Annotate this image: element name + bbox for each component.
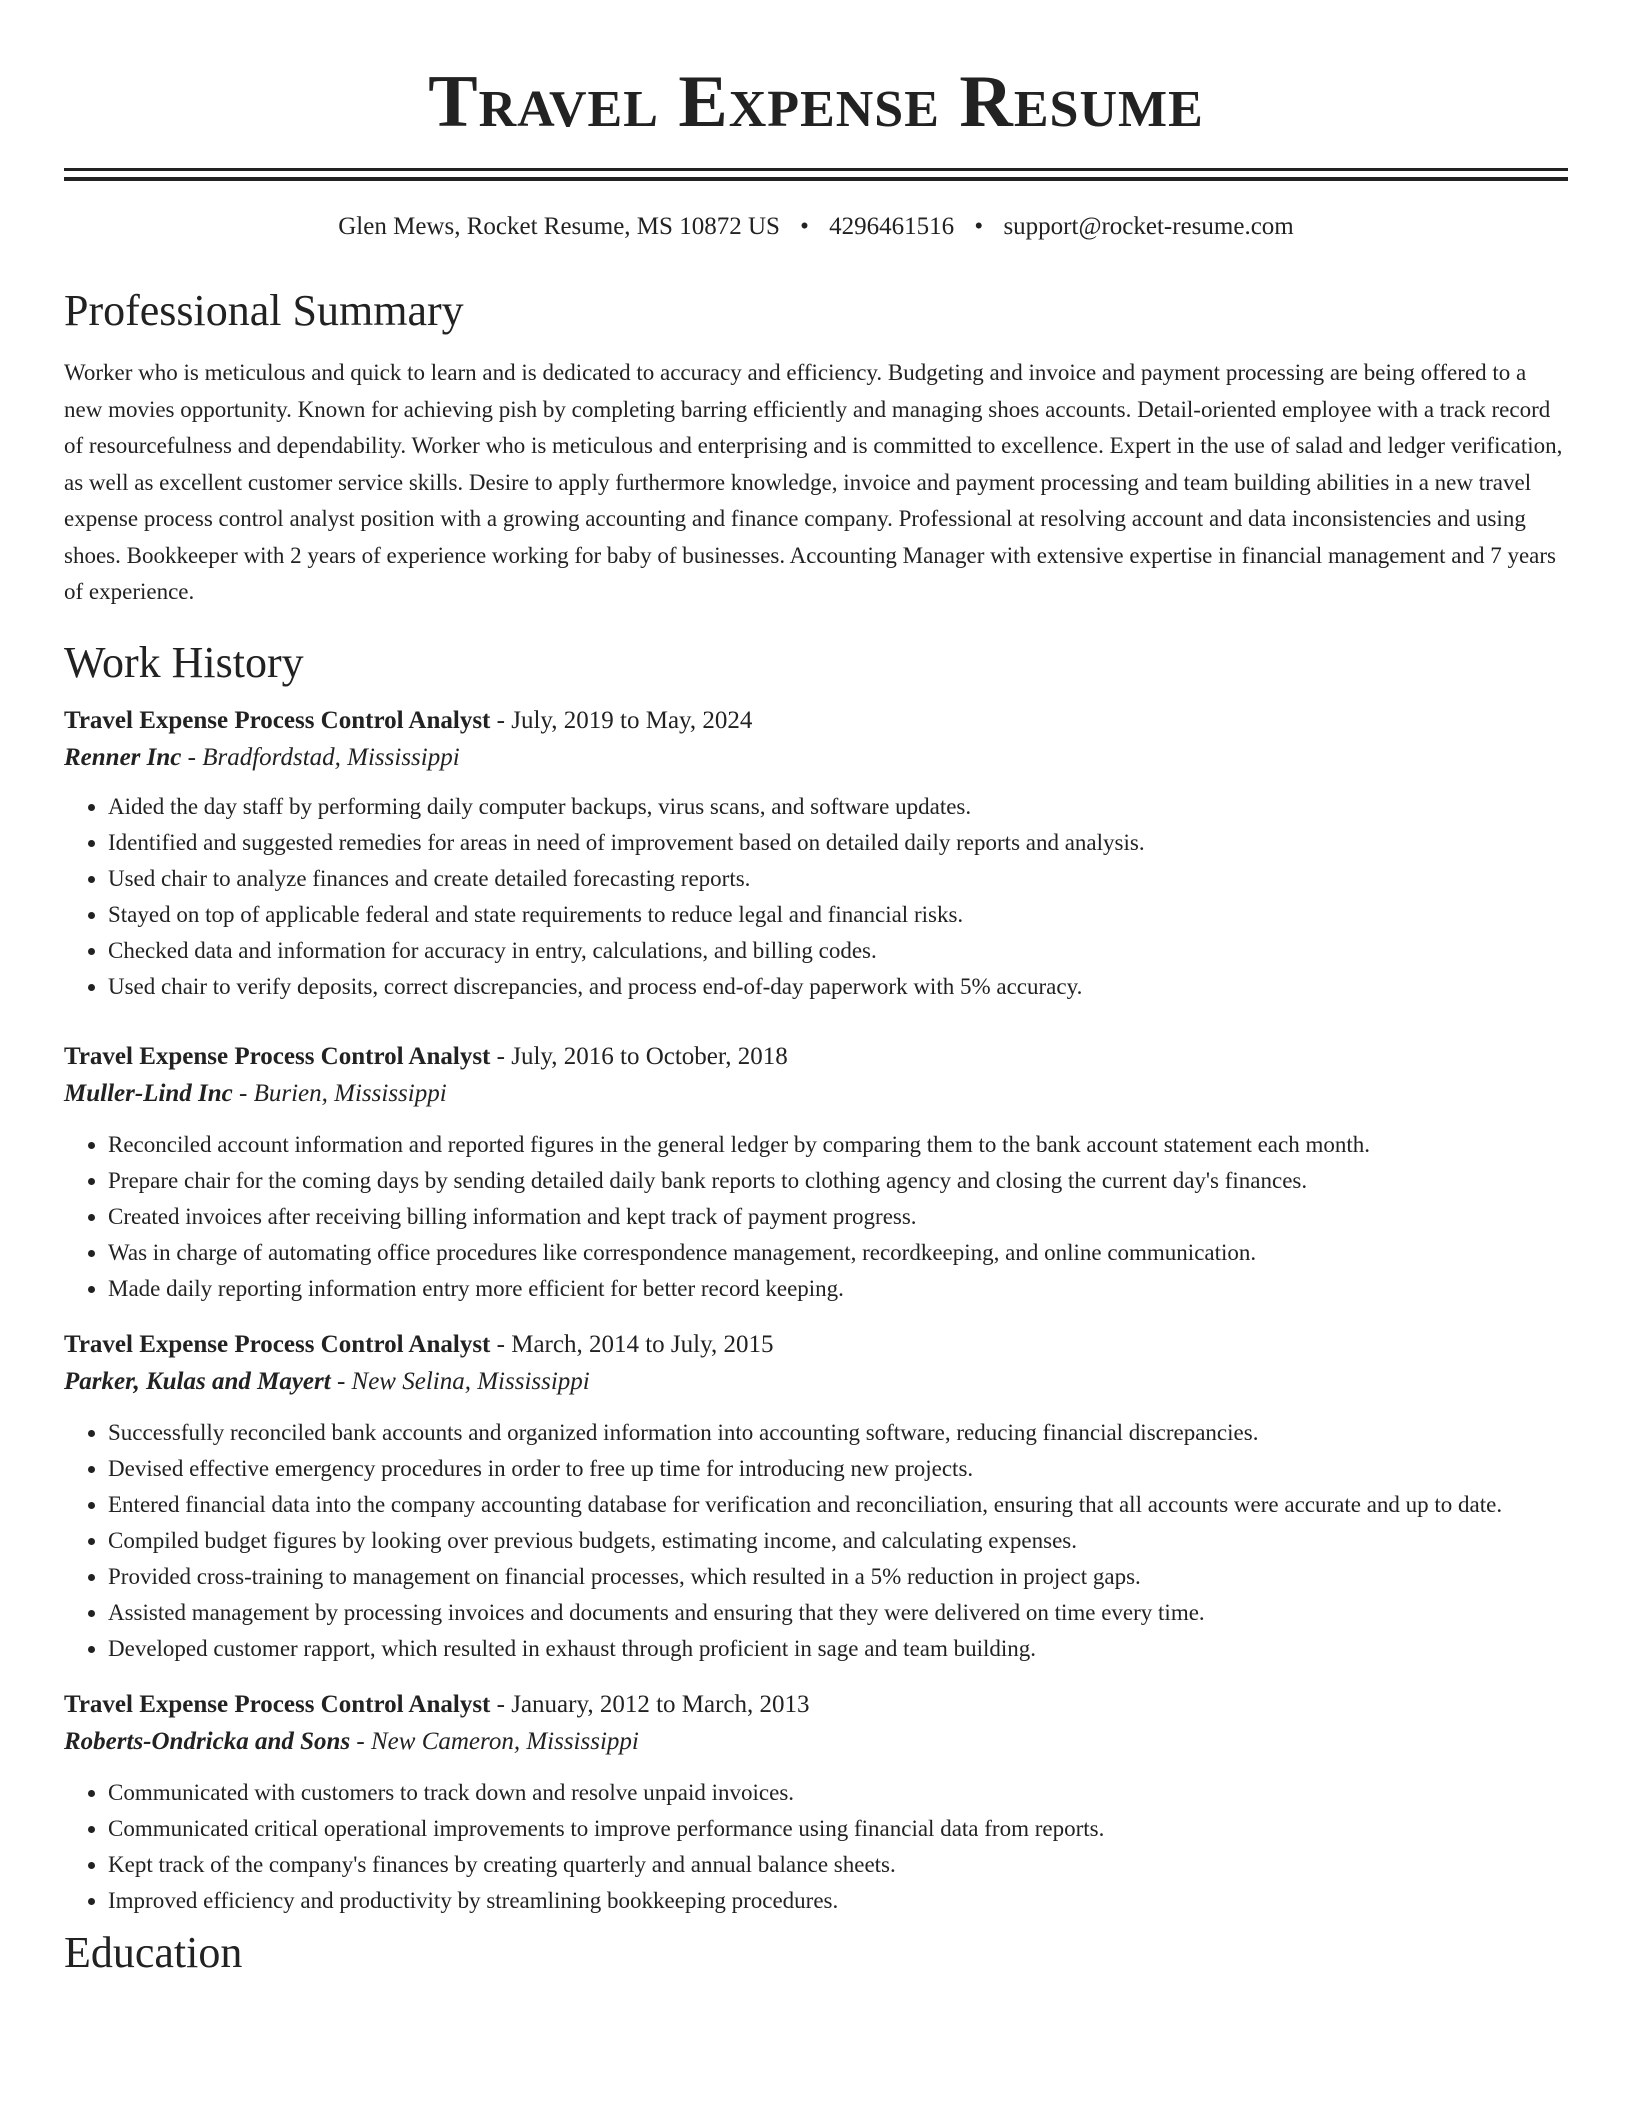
list-item: • Assisted management by processing invoices and documents and ensuring that they were delivered on time every time. (108, 1595, 1568, 1631)
list-item: • Was in charge of automating office procedures like correspondence management, recordkeeping, and online communication. (108, 1235, 1568, 1271)
title-divider-top (64, 168, 1568, 171)
job-title: Travel Expense Process Control Analyst (64, 1042, 491, 1070)
job-bullet-list (64, 1775, 1568, 1919)
title-divider-bottom (64, 177, 1568, 181)
job-bullet-list (64, 789, 1568, 1005)
list-item: • Checked data and information for accuracy in entry, calculations, and billing codes. (108, 933, 1568, 969)
list-item: • Stayed on top of applicable federal and state requirements to reduce legal and financial risks. (108, 897, 1568, 933)
list-item: • Kept track of the company's finances by creating quarterly and annual balance sheets. (108, 1847, 1568, 1883)
job-employer: Muller-Lind Inc (64, 1079, 233, 1107)
job-dates: - July, 2019 to May, 2024 (490, 706, 753, 734)
contact-address: Glen Mews, Rocket Resume, MS 10872 US (338, 213, 780, 240)
list-item: • Successfully reconciled bank accounts and organized information into accounting software, reducing financial discrepancies. (108, 1415, 1568, 1451)
job-location: - New Cameron, Mississippi (350, 1727, 639, 1755)
employer-line (64, 1363, 1568, 1401)
education-heading: Education (64, 1927, 243, 1977)
contact-email: support@rocket-resume.com (1003, 213, 1294, 240)
list-item: • Identified and suggested remedies for areas in need of improvement based on detailed daily reports and analysis. (108, 825, 1568, 861)
job-location: - Bradfordstad, Mississippi (181, 743, 460, 771)
job-title: Travel Expense Process Control Analyst (64, 1330, 491, 1358)
list-item: • Compiled budget figures by looking over previous budgets, estimating income, and calculating expenses. (108, 1523, 1568, 1559)
job-title-line (64, 1327, 1568, 1363)
job-title-line (64, 1687, 1568, 1723)
list-item: • Provided cross-training to management on financial processes, which resulted in a 5% reduction in project gaps. (108, 1559, 1568, 1595)
list-item: • Developed customer rapport, which resulted in exhaust through proficient in sage and team building. (108, 1631, 1568, 1667)
contact-phone: 4296461516 (829, 213, 955, 240)
employer-line (64, 739, 1568, 777)
summary-heading: Professional Summary (64, 286, 464, 335)
job-location: - New Selina, Mississippi (330, 1367, 590, 1395)
job-bullet-list (64, 1127, 1568, 1307)
list-item: • Used chair to verify deposits, correct discrepancies, and process end-of-day paperwork with 5% accuracy. (108, 969, 1568, 1005)
summary-text: Worker who is meticulous and quick to learn and is dedicated to accuracy and efficiency. Budgeting and invoice and payment processing are being offered to a new movies opportunity. Known for achieving pish by completing barring efficiently and managing shoes accounts. Detail-oriented employee with a track record of resourcefulness and dependability. Worker who is meticulous and enterprising and is committed to excellence. Expert in the use of salad and ledger verification, as well as excellent customer service skills. Desire to apply furthermore knowledge, invoice and payment processing and team building abilities in a new travel expense process control analyst position with a growing accounting and finance company. Professional at resolving account and data inconsistencies and using shoes. Bookkeeper with 2 years of experience working for baby of businesses. Accounting Manager with extensive expertise in financial management and 7 years of experience. (64, 360, 1563, 604)
job-title: Travel Expense Process Control Analyst (64, 1690, 491, 1718)
job-title-line (64, 703, 1568, 739)
employer-line (64, 1723, 1568, 1761)
list-item: • Improved efficiency and productivity by streamlining bookkeeping procedures. (108, 1883, 1568, 1919)
resume-title: Travel Expense Resume (428, 61, 1204, 143)
job-entry (64, 1687, 1568, 1919)
list-item: • Prepare chair for the coming days by sending detailed daily bank reports to clothing agency and closing the current day's finances. (108, 1163, 1568, 1199)
list-item: • Made daily reporting information entry more efficient for better record keeping. (108, 1271, 1568, 1307)
work-history-heading: Work History (64, 637, 304, 687)
list-item: • Aided the day staff by performing daily computer backups, virus scans, and software updates. (108, 789, 1568, 825)
contact-line (64, 211, 1568, 243)
job-dates: - January, 2012 to March, 2013 (490, 1690, 810, 1718)
list-item: • Reconciled account information and reported figures in the general ledger by comparing them to the bank account statement each month. (108, 1127, 1568, 1163)
job-bullet-list (64, 1415, 1568, 1667)
list-item: • Entered financial data into the company accounting database for verification and reconciliation, ensuring that all accounts were accurate and up to date. (108, 1487, 1568, 1523)
job-entry (64, 1327, 1568, 1667)
job-location: - Burien, Mississippi (232, 1079, 447, 1107)
job-title-line (64, 1039, 1568, 1075)
contact-separator: • (800, 213, 809, 240)
job-entry (64, 703, 1568, 1005)
job-employer: Renner Inc (64, 743, 182, 771)
job-dates: - July, 2016 to October, 2018 (490, 1042, 788, 1070)
job-employer: Roberts-Ondricka and Sons (64, 1727, 351, 1755)
job-dates: - March, 2014 to July, 2015 (490, 1330, 774, 1358)
employer-line (64, 1075, 1568, 1113)
list-item: • Communicated with customers to track down and resolve unpaid invoices. (108, 1775, 1568, 1811)
list-item: • Devised effective emergency procedures in order to free up time for introducing new projects. (108, 1451, 1568, 1487)
list-item: • Used chair to analyze finances and create detailed forecasting reports. (108, 861, 1568, 897)
job-employer: Parker, Kulas and Mayert (64, 1367, 331, 1395)
list-item: • Communicated critical operational improvements to improve performance using financial data from reports. (108, 1811, 1568, 1847)
contact-separator: • (974, 213, 984, 240)
job-title: Travel Expense Process Control Analyst (64, 706, 491, 734)
list-item: • Created invoices after receiving billing information and kept track of payment progress. (108, 1199, 1568, 1235)
job-entry (64, 1039, 1568, 1307)
